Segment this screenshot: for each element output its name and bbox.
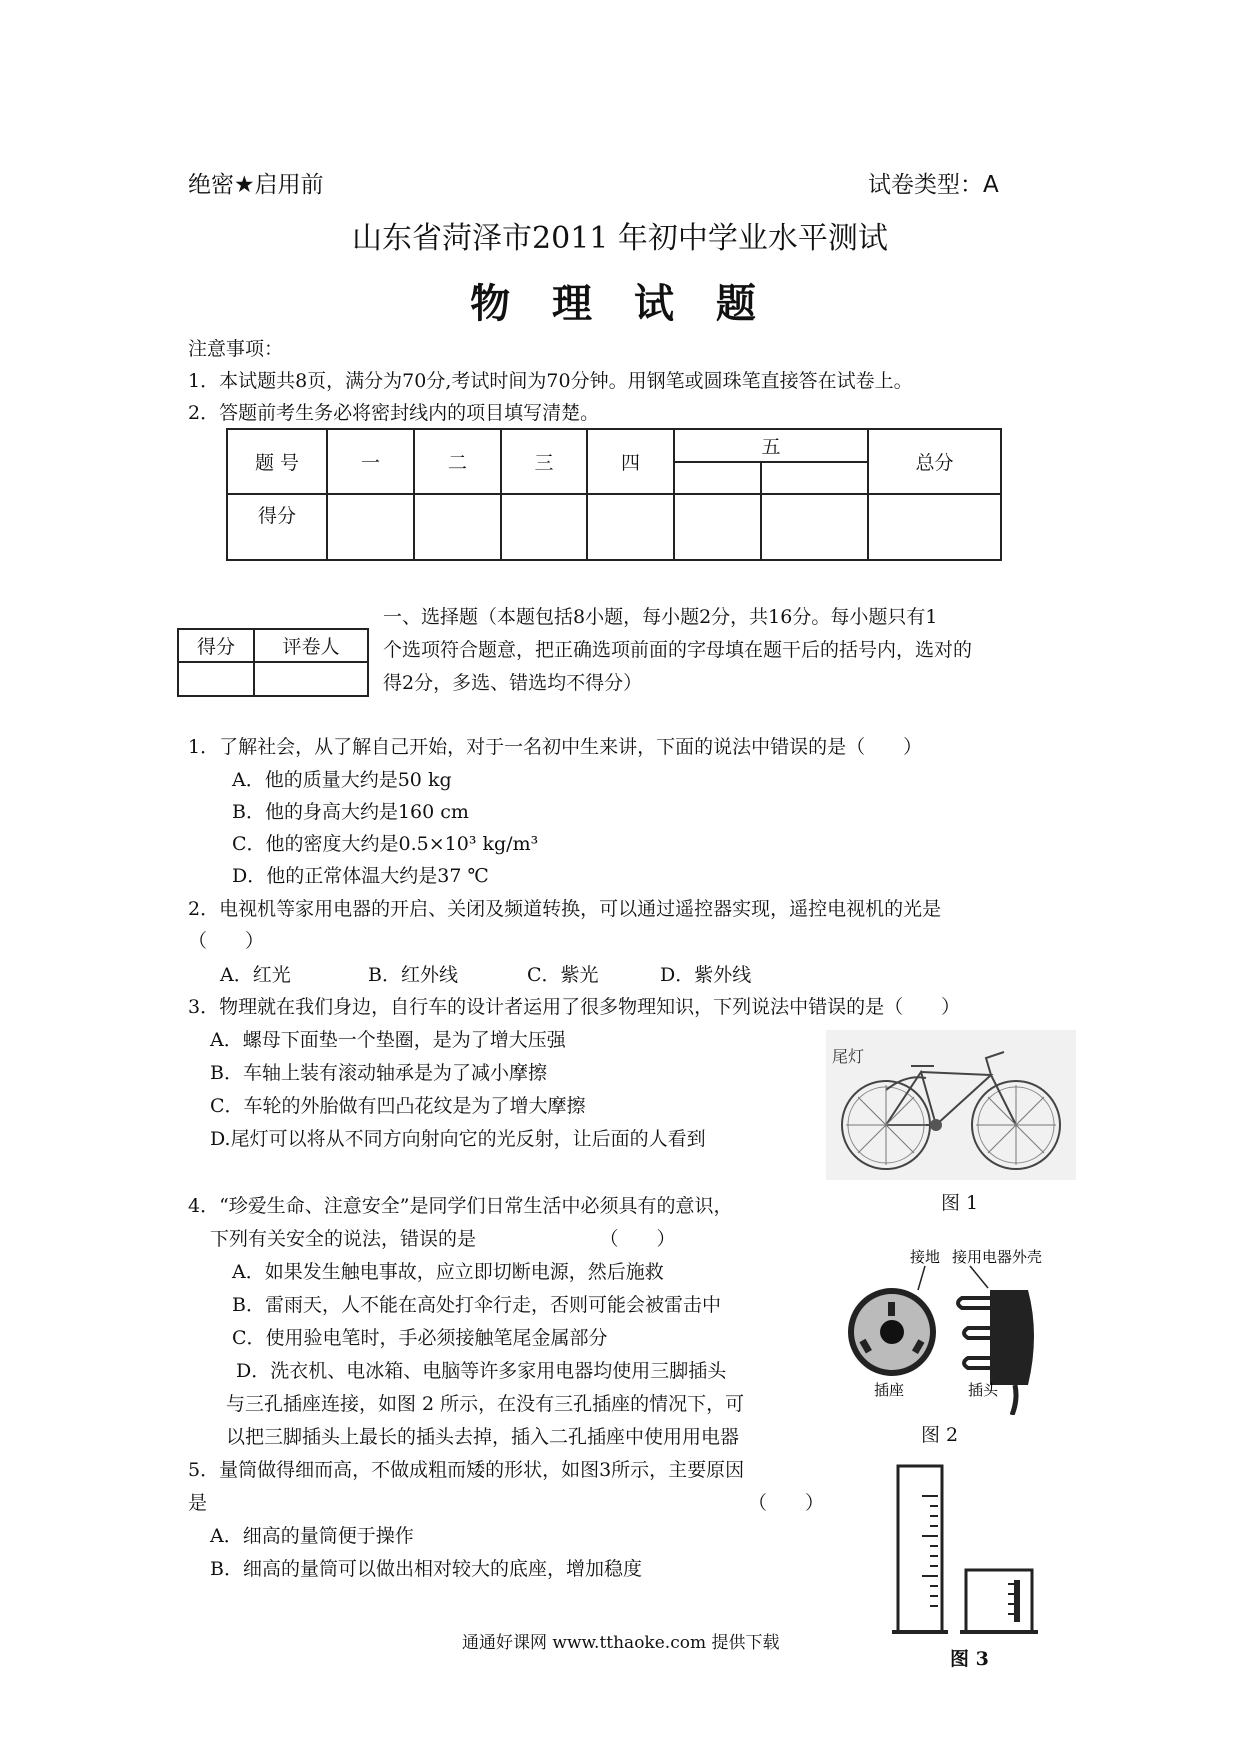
q4-option-d-line-3: 以把三脚插头上最长的插头去掉，插入二孔插座中使用用电器	[226, 1426, 740, 1448]
exam-title: 山东省菏泽市2011 年初中学业水平测试	[352, 221, 888, 256]
q3-stem: 3．物理就在我们身边，自行车的设计者运用了很多物理知识，下列说法中错误的是（ ）	[188, 996, 961, 1018]
fig2-ground-label: 接地	[910, 1248, 941, 1266]
q3-option-d: D.尾灯可以将从不同方向射向它的光反射，让后面的人看到	[210, 1128, 706, 1150]
section1-line-3: 得2分，多选、错选均不得分）	[383, 672, 643, 694]
score-cell[interactable]	[761, 494, 868, 560]
score-col-3: 三	[501, 429, 587, 494]
fig1-tail-light-label: 尾灯	[832, 1047, 865, 1066]
q2-stem-line-2: （ ）	[188, 930, 265, 952]
q1-stem: 1．了解社会，从了解自己开始，对于一名初中生来讲，下面的说法中错误的是（ ）	[188, 736, 923, 758]
q2-option-b: B．红外线	[368, 964, 458, 986]
score-col-5a	[674, 462, 761, 494]
score-table-header-label: 题 号	[227, 429, 327, 494]
figure-1-bicycle	[826, 1030, 1076, 1180]
q4-option-b: B．雷雨天，人不能在高处打伞行走，否则可能会被雷击中	[232, 1294, 721, 1316]
q1-option-b: B．他的身高大约是160 cm	[232, 801, 469, 823]
q2-option-a: A．红光	[220, 964, 291, 986]
grader-name-cell[interactable]	[254, 662, 368, 696]
notes-heading: 注意事项：	[188, 338, 284, 360]
q4-option-a: A．如果发生触电事故，应立即切断电源，然后施救	[232, 1261, 664, 1283]
q5-option-a: A．细高的量筒便于操作	[210, 1525, 414, 1547]
q5-stem-line-1: 5．量筒做得细而高，不做成粗而矮的形状，如图3所示，主要原因	[188, 1459, 745, 1481]
q5-option-b: B．细高的量筒可以做出相对较大的底座，增加稳度	[210, 1558, 642, 1580]
score-col-5: 五	[674, 429, 868, 462]
note-item-1: 1．本试题共8页，满分为70分,考试时间为70分钟。用钢笔或圆珠笔直接答在试卷上。	[188, 370, 913, 392]
footer-source: 通通好课网 www.tthaoke.com 提供下载	[462, 1633, 780, 1653]
score-table	[226, 428, 1002, 561]
confidential-mark: 绝密★启用前	[188, 172, 324, 198]
score-row-label: 得分	[227, 494, 327, 560]
q1-option-d: D．他的正常体温大约是37 ℃	[232, 865, 489, 887]
note-item-2: 2．答题前考生务必将密封线内的项目填写清楚。	[188, 402, 600, 424]
score-cell[interactable]	[868, 494, 1001, 560]
q4-stem-line-2: 下列有关安全的说法，错误的是 （ ）	[210, 1228, 676, 1250]
fig2-socket-label: 插座	[874, 1381, 905, 1399]
q3-option-b: B．车轴上装有滚动轴承是为了减小摩擦	[210, 1062, 547, 1084]
q2-stem-line-1: 2．电视机等家用电器的开启、关闭及频道转换，可以通过遥控器实现，遥控电视机的光是	[188, 898, 942, 920]
figure-1-caption: 图 1	[941, 1192, 979, 1214]
score-cell[interactable]	[587, 494, 674, 560]
grader-score-cell[interactable]	[178, 662, 254, 696]
score-cell[interactable]	[501, 494, 587, 560]
q3-option-c: C．车轮的外胎做有凹凸花纹是为了增大摩擦	[210, 1095, 586, 1117]
grader-name-label: 评卷人	[254, 629, 368, 662]
score-col-total: 总分	[868, 429, 1001, 494]
score-cell[interactable]	[674, 494, 761, 560]
fig2-shell-label: 接用电器外壳	[952, 1248, 1043, 1266]
q1-option-a: A．他的质量大约是50 kg	[232, 769, 452, 791]
figure-3-measuring-cylinders	[890, 1462, 1080, 1642]
figure-2-caption: 图 2	[921, 1424, 959, 1446]
figure-3-caption: 图 3	[950, 1648, 989, 1670]
score-col-2: 二	[414, 429, 501, 494]
score-col-5b	[761, 462, 868, 494]
q4-option-c: C．使用验电笔时，手必须接触笔尾金属部分	[232, 1327, 608, 1349]
grader-score-label: 得分	[178, 629, 254, 662]
q5-bracket: （ ）	[748, 1492, 825, 1514]
score-col-1: 一	[327, 429, 414, 494]
figure-2-socket-plug	[840, 1240, 1080, 1415]
q2-option-d: D．紫外线	[660, 964, 752, 986]
paper-type: 试卷类型：A	[868, 172, 999, 198]
fig2-plug-label: 插头	[968, 1381, 999, 1399]
score-col-4: 四	[587, 429, 674, 494]
section1-line-1: 一、选择题（本题包括8小题，每小题2分，共16分。每小题只有1	[383, 606, 938, 628]
q4-option-d-line-2: 与三孔插座连接，如图 2 所示，在没有三孔插座的情况下，可	[226, 1393, 745, 1415]
q3-option-a: A．螺母下面垫一个垫圈，是为了增大压强	[210, 1029, 566, 1051]
grader-table	[177, 628, 369, 697]
q2-option-c: C．紫光	[527, 964, 599, 986]
score-cell[interactable]	[414, 494, 501, 560]
section1-line-2: 个选项符合题意，把正确选项前面的字母填在题干后的括号内，选对的	[383, 639, 973, 661]
q4-option-d-line-1: D．洗衣机、电冰箱、电脑等许多家用电器均使用三脚插头	[236, 1360, 727, 1382]
exam-subtitle: 物 理 试 题	[470, 280, 770, 327]
q5-stem-line-2: 是	[188, 1492, 208, 1514]
q4-stem-line-1: 4．“珍爱生命、注意安全”是同学们日常生活中必须具有的意识，	[188, 1195, 733, 1217]
q1-option-c: C．他的密度大约是0.5×10³ kg/m³	[232, 833, 539, 855]
score-cell[interactable]	[327, 494, 414, 560]
